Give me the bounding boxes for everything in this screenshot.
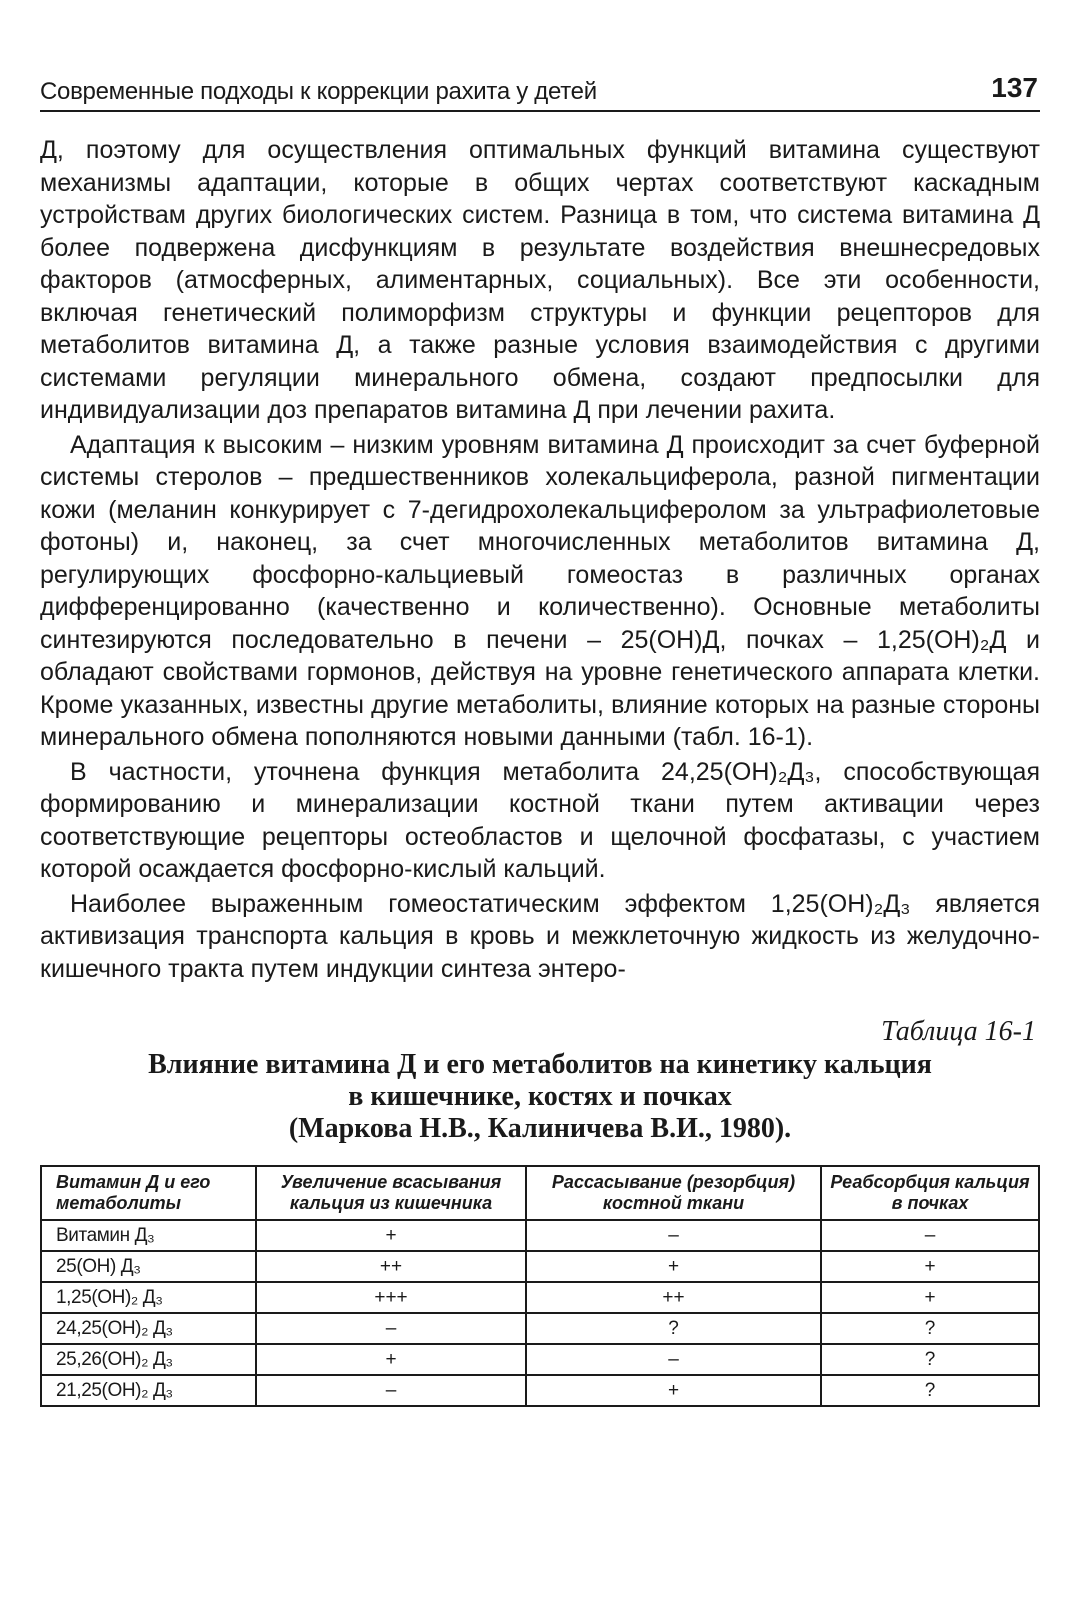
cell-reabsorption: ?: [821, 1313, 1039, 1344]
table-row: [41, 1313, 1039, 1344]
cell-metabolite: 1,25(ОН)₂ Д₃: [41, 1282, 256, 1313]
cell-metabolite: 21,25(ОН)₂ Д₃: [41, 1375, 256, 1406]
header-resorption: Рассасывание (резорбция) костной ткани: [526, 1166, 821, 1220]
table-row: [41, 1282, 1039, 1313]
cell-resorption: ++: [526, 1282, 821, 1313]
table-title-line: (Маркова Н.В., Калиничева В.И., 1980).: [288, 1113, 792, 1144]
paragraph-2: Адаптация к высоким – низким уровням витамина Д происходит за счет буферной системы стеролов – предшественников холекальциферола, разной пигментации кожи (меланин конкурирует с 7-дегидрохолекальциферолом за ультрафиолетовые фотоны) и, наконец, за счет многочисленных метаболитов витамина Д, регулирующих фосфорно-кальциевый гомеостаз в различных органах дифференцированно (качественно и количественно). Основные метаболиты синтезируются последовательно в печени – 25(ОН)Д, почках – 1,25(ОН)₂Д и обладают свойствами гормонов, действуя на уровне генетического аппарата клетки. Кроме указанных, известны другие метаболиты, влияние которых на разные стороны минерального обмена пополняются новыми данными (табл. 16-1).: [40, 430, 1040, 751]
cell-absorption: +++: [256, 1282, 526, 1313]
cell-metabolite: 25,26(ОН)₂ Д₃: [41, 1344, 256, 1375]
book-page: [40, 60, 1040, 1407]
cell-absorption: ++: [256, 1251, 526, 1282]
metabolites-table: [40, 1165, 1040, 1407]
header-reabsorption: Реабсорбция кальция в почках: [821, 1166, 1039, 1220]
table-row: [41, 1344, 1039, 1375]
table-label: Таблица 16-1: [881, 1016, 1036, 1047]
table-row: [41, 1220, 1039, 1251]
page-number: 137: [991, 72, 1038, 103]
cell-resorption: ?: [526, 1313, 821, 1344]
paragraph-3: В частности, уточнена функция метаболита 24,25(ОН)₂Д₃, способствующая формированию и минерализации костной ткани путем активации через соответствующие рецепторы остеобластов и щелочной фосфатазы, с участием которой осаждается фосфорно-кислый кальций.: [40, 757, 1040, 883]
cell-resorption: –: [526, 1220, 821, 1251]
paragraph-4: Наиболее выраженным гомеостатическим эффектом 1,25(ОН)₂Д₃ является активизация транспорта кальция в кровь и межклеточную жидкость из желудочно-кишечного тракта путем индукции синтеза энтеро-: [40, 889, 1040, 983]
cell-absorption: +: [256, 1344, 526, 1375]
cell-resorption: +: [526, 1375, 821, 1406]
cell-reabsorption: –: [821, 1220, 1039, 1251]
cell-absorption: –: [256, 1313, 526, 1344]
table-block: [40, 1015, 1040, 1407]
cell-reabsorption: +: [821, 1251, 1039, 1282]
running-header: [40, 60, 1040, 112]
cell-absorption: +: [256, 1220, 526, 1251]
running-header-title: Современные подходы к коррекции рахита у детей: [40, 78, 597, 105]
cell-metabolite: Витамин Д₃: [41, 1220, 256, 1251]
header-absorption: Увеличение всасывания кальция из кишечника: [256, 1166, 526, 1220]
table-header-row: [41, 1166, 1039, 1220]
table-title-line: в кишечнике, костях и почках: [348, 1081, 732, 1112]
cell-metabolite: 24,25(ОН)₂ Д₃: [41, 1313, 256, 1344]
header-metabolite: Витамин Д и его метаболиты: [41, 1166, 256, 1220]
table-title: [40, 1049, 1040, 1145]
table-title-line: Влияние витамина Д и его метаболитов на кинетику кальция: [148, 1049, 932, 1080]
paragraph-1: Д, поэтому для осуществления оптимальных функций витамина существуют механизмы адаптации, которые в общих чертах соответствуют каскадным устройствам других биологических систем. Разница в том, что система витамина Д более подвержена дисфункциям в результате воздействия внешнесредовых факторов (атмосферных, алиментарных, социальных). Все эти особенности, включая генетический полиморфизм структуры и функции рецепторов для метаболитов витамина Д, а также разные условия взаимодействия с другими системами регуляции минерального обмена, создают предпосылки для индивидуализации доз препаратов витамина Д при лечении рахита.: [40, 136, 1040, 424]
table-row: [41, 1375, 1039, 1406]
cell-absorption: –: [256, 1375, 526, 1406]
cell-reabsorption: +: [821, 1282, 1039, 1313]
cell-resorption: +: [526, 1251, 821, 1282]
cell-reabsorption: ?: [821, 1344, 1039, 1375]
cell-resorption: –: [526, 1344, 821, 1375]
cell-metabolite: 25(ОН) Д₃: [41, 1251, 256, 1282]
table-row: [41, 1251, 1039, 1282]
cell-reabsorption: ?: [821, 1375, 1039, 1406]
body-text: [40, 134, 1040, 985]
